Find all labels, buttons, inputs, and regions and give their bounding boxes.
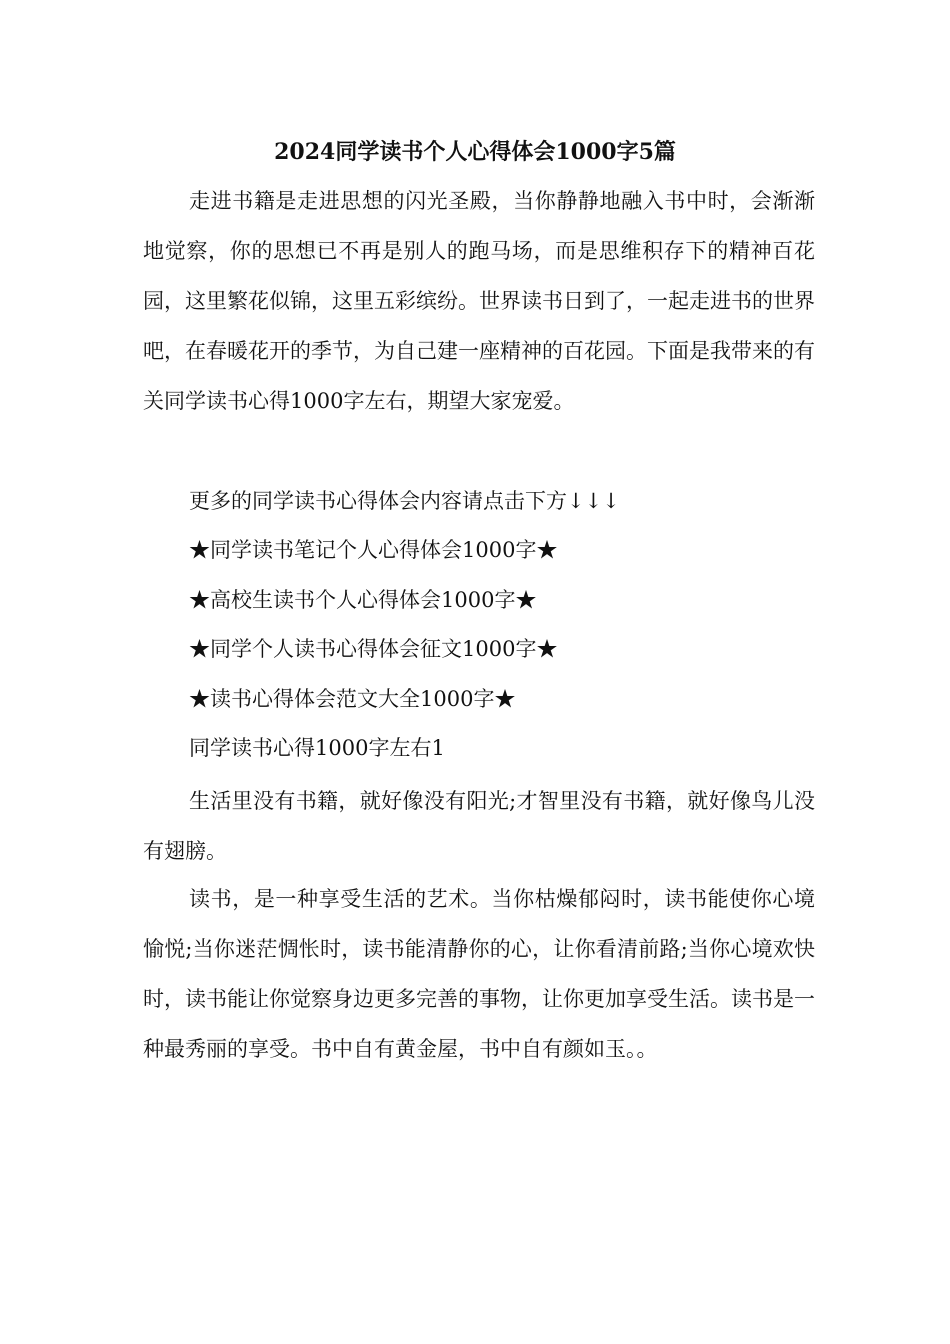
more-prompt: 更多的同学读书心得体会内容请点击下方↓↓↓ [189, 489, 620, 513]
body-paragraph: 生活里没有书籍，就好像没有阳光;才智里没有书籍，就好像鸟儿没有翅膀。 [143, 789, 815, 863]
section-title: 同学读书心得1000字左右1 [189, 736, 445, 760]
intro-paragraph: 走进书籍是走进思想的闪光圣殿，当你静静地融入书中时，会渐渐地觉察，你的思想已不再是别人的跑马场，而是思维积存下的精神百花园，这里繁花似锦，这里五彩缤纷。世界读书日到了，一起走进书的世界吧，在春暖花开的季节，为自己建一座精神的百花园。下面是我带来的有关同学读书心得1000字左右，期望大家宠爱。 [143, 189, 815, 413]
document-title: 2024同学读书个人心得体会1000字5篇 [274, 139, 676, 165]
related-link-essay[interactable]: ★同学个人读书心得体会征文1000字★ [189, 637, 558, 661]
related-link-notes[interactable]: ★同学读书笔记个人心得体会1000字★ [189, 538, 558, 562]
related-link-college[interactable]: ★高校生读书个人心得体会1000字★ [189, 588, 537, 612]
body-paragraph: 读书，是一种享受生活的艺术。当你枯燥郁闷时，读书能使你心境愉悦;当你迷茫惆怅时，读书能清静你的心，让你看清前路;当你心境欢快时，读书能让你觉察身边更多完善的事物，让你更加享受生活。读书是一种最秀丽的享受。书中自有黄金屋，书中自有颜如玉。。 [143, 887, 815, 1061]
related-link-collection[interactable]: ★读书心得体会范文大全1000字★ [189, 687, 516, 711]
